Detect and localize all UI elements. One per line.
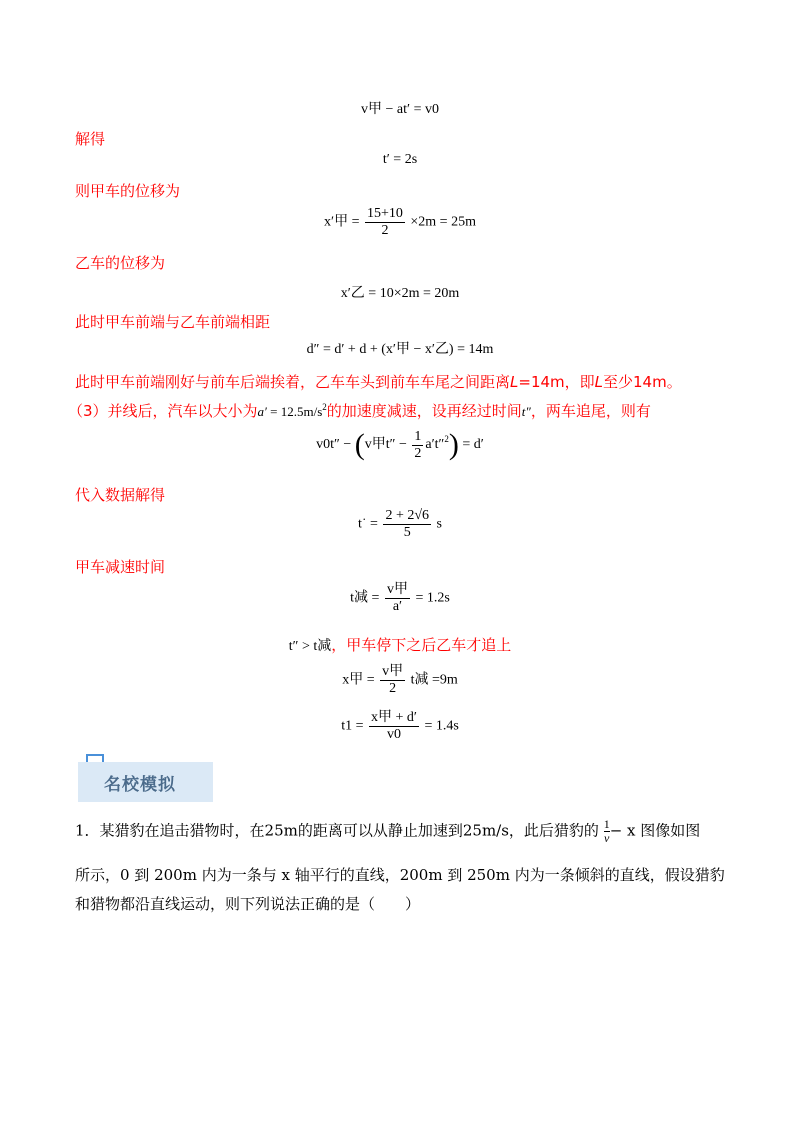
badge-corner-icon [86,754,104,762]
section-badge [78,762,213,802]
equation-jia-displacement: x′甲 = $\frac{15+10}{2}$ ×2m = 25m [324,206,476,238]
equation-distance: d″ = d′ + d + (x′甲 − x′乙) = 14m [306,342,494,357]
equation-t-result: t˙ = $\frac{2 + 2√6}{5}$ s [358,508,442,540]
equation-velocity-relation: v甲 − at′ = v0 [361,102,439,117]
text-yi-displacement: 乙车的位移为 [75,254,166,272]
equation-t1: t1 = $\frac{\text{x甲 + d′}}{v0}$ = 1.4s [341,710,459,742]
equation-decel-time: t减 = $\frac{\text{v甲}}{a'}$ = 1.2s [350,582,450,614]
equation-yi-displacement: x′乙 = 10×2m = 20m [340,286,460,301]
text-substitute: 代入数据解得 [75,486,166,504]
text-jia-displacement: 则甲车的位移为 [75,182,181,200]
equation-compare: t″ > t减，甲车停下之后乙车才追上 [288,636,512,654]
text-part3: （3）并线后，汽车以大小为$a' = 12.5m/s^2$的加速度减速，设再经过时间t″，两车追尾，则有 [68,402,651,420]
equation-collision: v0t″ − (v甲t″ − $\frac{1}{2}$ a′t″$^2$) = d′ [316,428,484,461]
text-decel-time: 甲车减速时间 [75,558,166,576]
section-title: 名校模拟 [104,775,176,795]
text-solve: 解得 [75,130,106,148]
equation-time: t′ = 2s [382,152,418,167]
text-front-distance: 此时甲车前端与乙车前端相距 [75,313,271,331]
equation-x-jia: x甲 = $\frac{\text{v甲}}{2}$ t减 =9m [342,664,458,696]
question-line-2: 所示，0 到 200m 内为一条与 x 轴平行的直线，200m 到 250m 内为一条倾斜的直线，假设猎豹 [75,866,725,884]
question-line-1: 1．某猎豹在追击猎物时，在25m的距离可以从静止加速到25m/s，此后猎豹的 $\frac{1}{v}$ − x 图像如图 [75,817,701,845]
text-conclusion: 此时甲车前端刚好与前车后端挨着，乙车车头到前车车尾之间距离L=14m，即L至少14m。 [75,373,682,391]
question-line-3: 和猎物都沿直线运动，则下列说法正确的是（ ） [75,895,421,913]
